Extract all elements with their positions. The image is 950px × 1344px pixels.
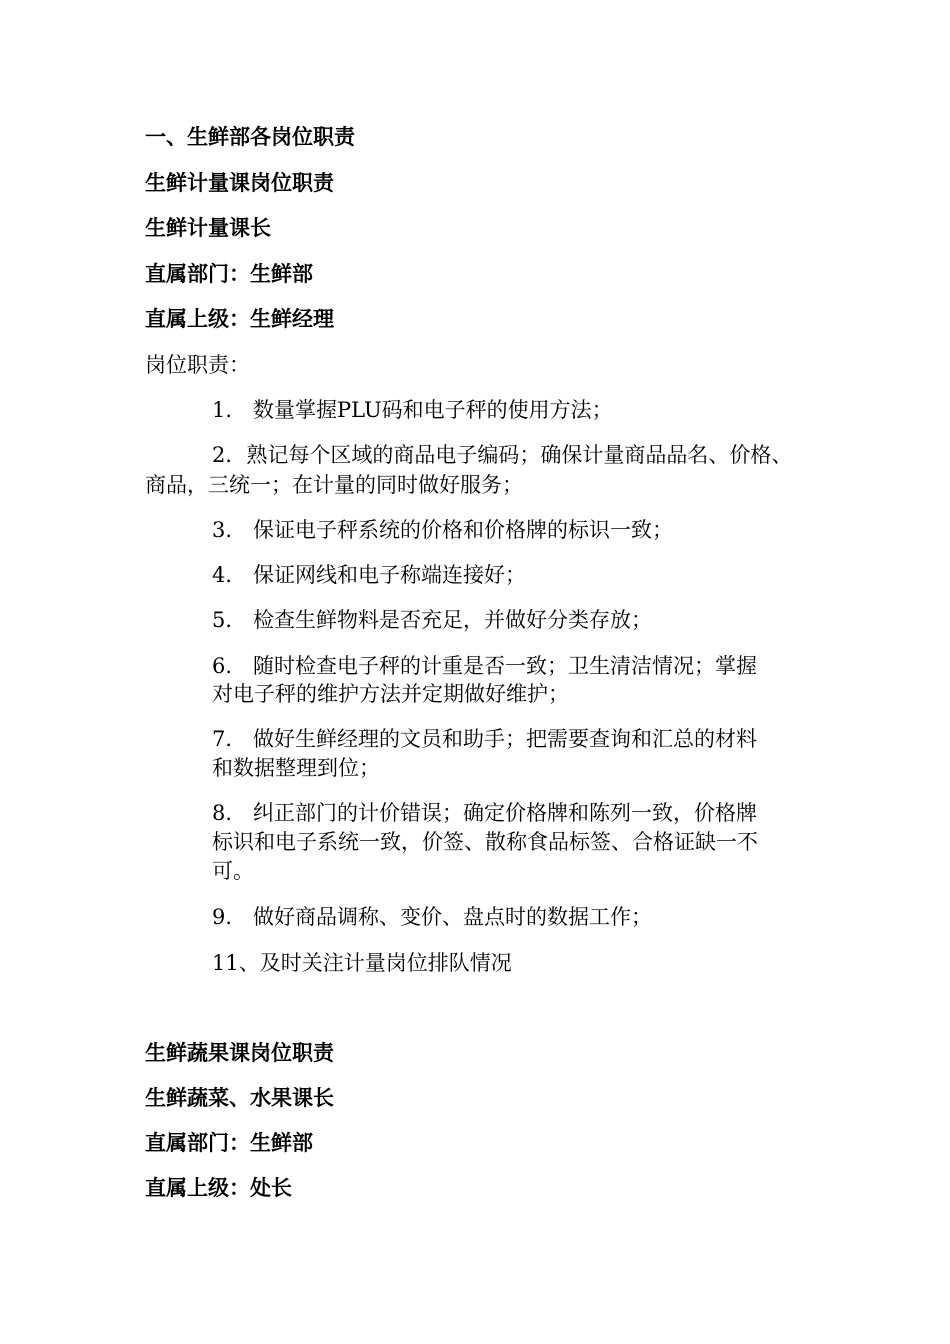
duty-item: 5． 检查生鲜物料是否充足，并做好分类存放； — [212, 608, 653, 632]
duty-item-continued: 商品，三统一；在计量的同时做好服务； — [145, 473, 523, 497]
section-heading: 一、生鲜部各岗位职责 — [145, 124, 355, 149]
duty-item-continued: 对电子秤的维护方法并定期做好维护； — [212, 682, 569, 706]
position-title: 生鲜蔬菜、水果课长 — [145, 1085, 334, 1110]
duty-item: 8． 纠正部门的计价错误；确定价格牌和陈列一致，价格牌 — [212, 801, 758, 825]
duty-item: 4． 保证网线和电子称端连接好； — [212, 563, 527, 587]
duties-label: 岗位职责： — [145, 353, 250, 377]
direct-superior: 直属上级：生鲜经理 — [145, 306, 334, 331]
duty-item: 2．熟记每个区域的商品电子编码；确保计量商品品名、价格、 — [212, 443, 793, 467]
duty-item-continued: 和数据整理到位； — [212, 756, 380, 780]
duty-item: 1． 数量掌握PLU码和电子秤的使用方法； — [212, 398, 613, 422]
department-title: 生鲜计量课岗位职责 — [145, 170, 334, 195]
duty-item: 11、及时关注计量岗位排队情况 — [212, 951, 512, 975]
direct-department: 直属部门：生鲜部 — [145, 261, 313, 286]
duty-item: 3． 保证电子秤系统的价格和价格牌的标识一致； — [212, 518, 674, 542]
duty-item: 6． 随时检查电子秤的计重是否一致；卫生清洁情况；掌握 — [212, 654, 758, 678]
department-title: 生鲜蔬果课岗位职责 — [145, 1040, 334, 1065]
direct-superior: 直属上级：处长 — [145, 1175, 292, 1200]
duty-item: 7． 做好生鲜经理的文员和助手；把需要查询和汇总的材料 — [212, 727, 758, 751]
duty-item-continued: 标识和电子系统一致，价签、散称食品标签、合格证缺一不 — [212, 830, 758, 854]
duty-item: 9． 做好商品调称、变价、盘点时的数据工作； — [212, 905, 653, 929]
position-title: 生鲜计量课长 — [145, 215, 271, 240]
direct-department: 直属部门：生鲜部 — [145, 1130, 313, 1155]
duty-item-continued: 可。 — [212, 859, 254, 883]
